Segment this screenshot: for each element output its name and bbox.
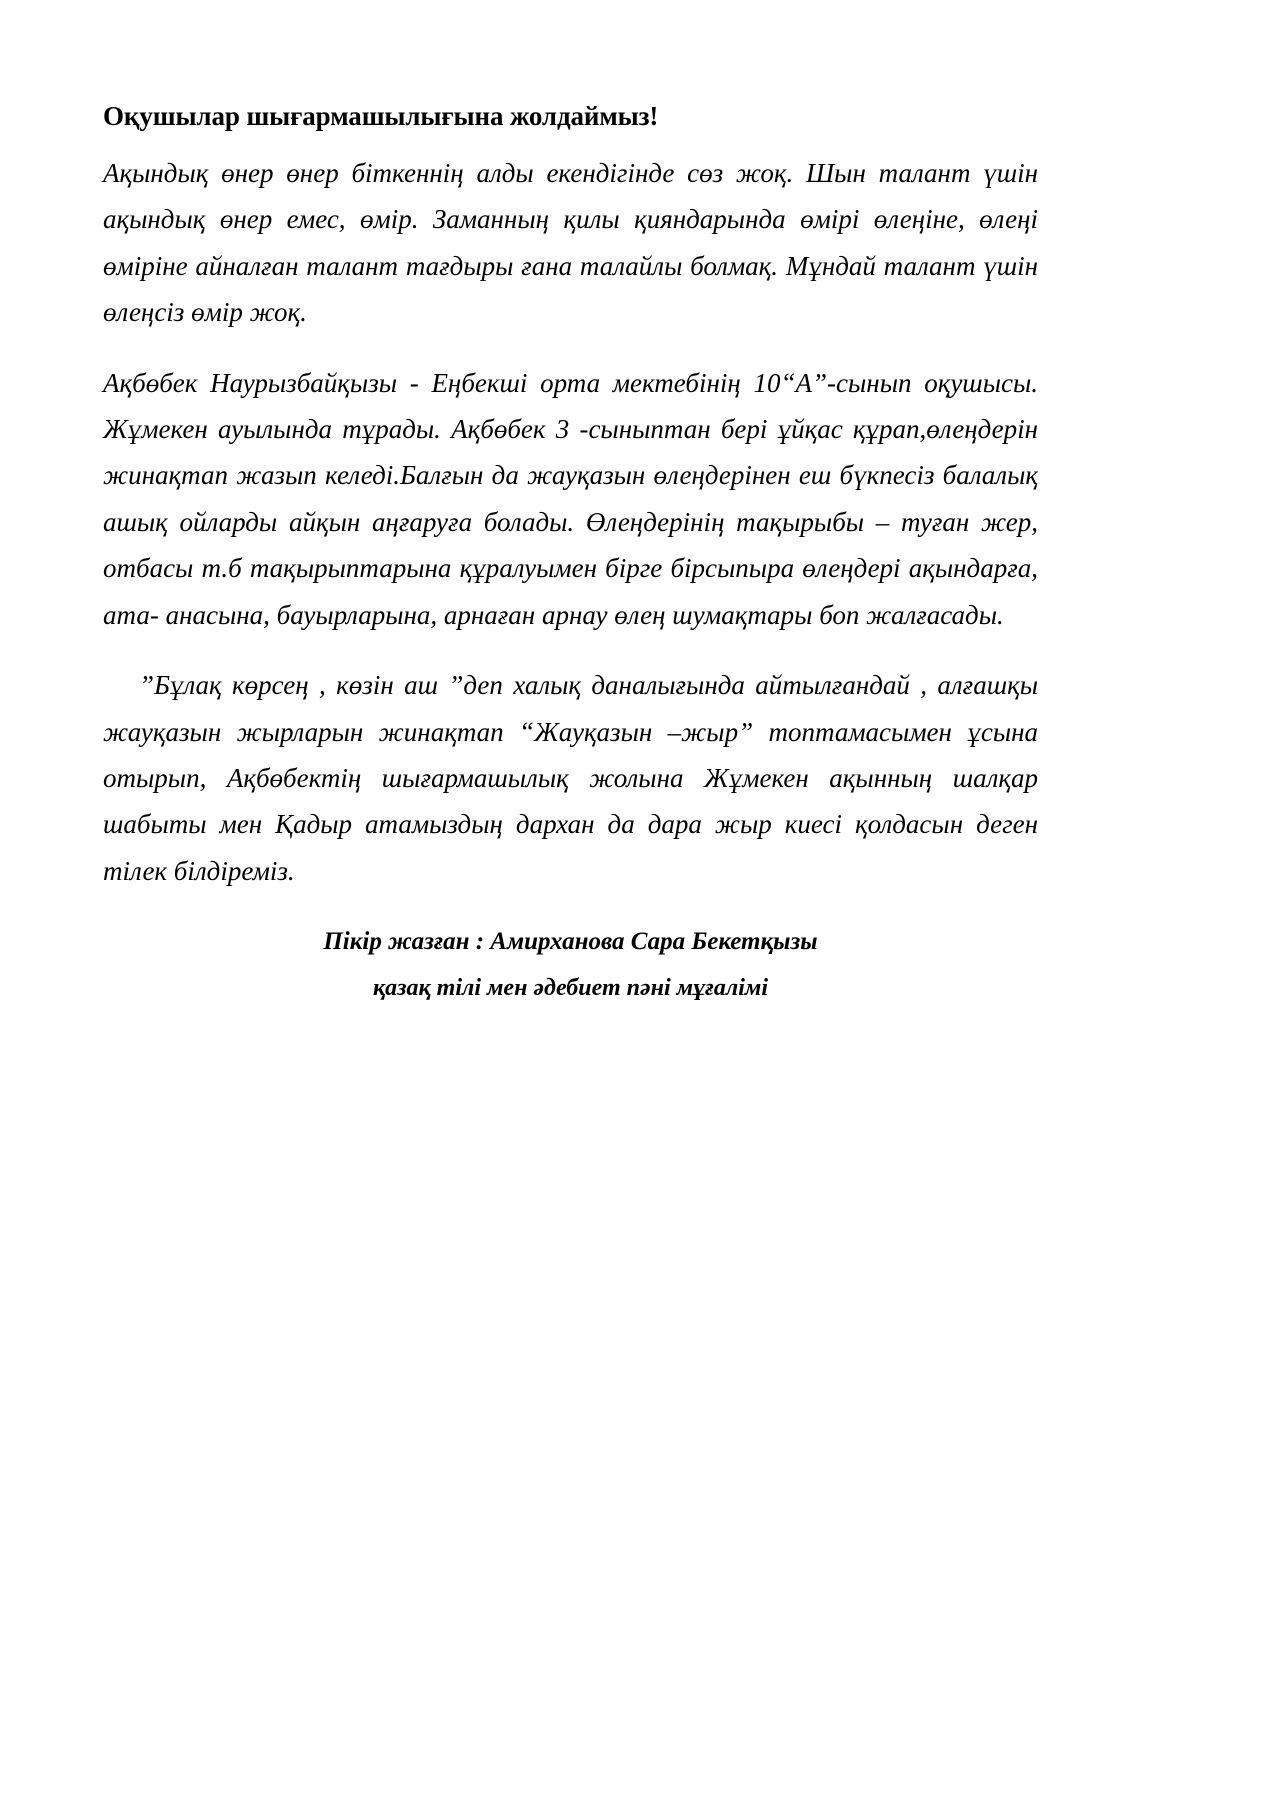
signature-block — [103, 918, 1038, 1011]
signature-role: қазақ тілі мен әдебиет пәні мұғалімі — [372, 974, 769, 1001]
document-content — [103, 100, 1038, 1011]
signature-author: Пікір жазған : Амирханова Сара Бекетқызы — [323, 928, 818, 956]
paragraph-intro: Ақындық өнер өнер біткеннің алды екендігінде сөз жоқ. Шын талант үшін ақындық өнер емес, өмір. Заманның қилы қияндарында өмірі өлеңіне, өлеңі өміріне айналған талант тағдыры ғана талайлы болмақ. Мұндай талант үшін өлеңсіз өмір жоқ. — [103, 157, 1038, 328]
paragraph-student-bio: Ақбөбек Наурызбайқызы - Еңбекші орта мектебінің 10“А”-сынып оқушысы. Жұмекен ауылында тұрады. Ақбөбек 3 -сыныптан бері ұйқас құрап,өлеңдерін жинақтап жазып келеді.Балғын да жауқазын өлеңдерінен еш бүкпесіз балалық ашық ойларды айқын аңғаруға болады. Өлеңдерінің тақырыбы – туған жер, отбасы т.б тақырыптарына құралуымен бірге бірсыпыра өлеңдері ақындарға, ата- анасына, бауырларына, арнаған арнау өлең шумақтары боп жалғасады. — [103, 367, 1038, 630]
page-title: Оқушылар шығармашылығына жолдаймыз! — [103, 101, 659, 131]
paragraph-closing-wish: ”Бұлақ көрсең , көзін аш ”деп халық даналығында айтылғандай , алғашқы жауқазын жырларын жинақтап “Жауқазын –жыр” топтамасымен ұсына отырып, Ақбөбектің шығармашылық жолына Жұмекен ақынның шалқар шабыты мен Қадыр атамыздың дархан да дара жыр киесі қолдасын деген тілек білдіреміз. — [103, 670, 1038, 886]
